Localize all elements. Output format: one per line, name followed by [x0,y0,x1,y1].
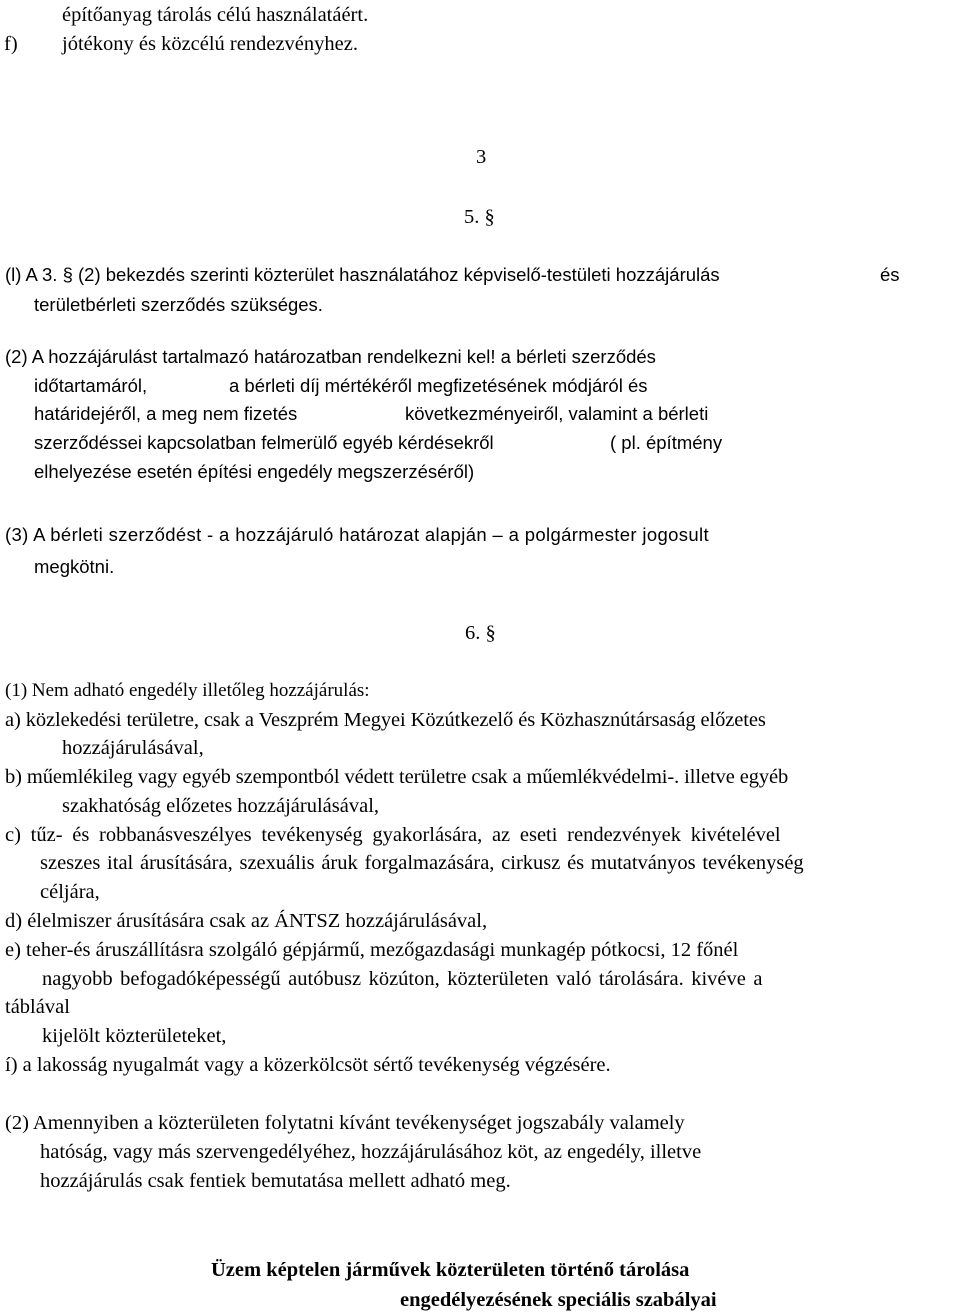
text-line: jótékony és közcélú rendezvényhez. [62,33,358,55]
paragraph-line: hatóság, vagy más szervengedélyéhez, hozzájárulásához köt, az engedély, illetve [40,1141,702,1163]
paragraph-line: és [880,264,900,285]
list-item-i: í) a lakosság nyugalmát vagy a közerkölcsöt sértő tevékenység végzésére. [5,1054,611,1076]
paragraph-line: (2) Amennyiben a közterületen folytatni kívánt tevékenységet jogszabály valamely [5,1112,685,1134]
text-line: építőanyag tárolás célú használatáért. [62,4,369,26]
paragraph-line: a bérleti díj mértékéről megfizetésének módjáról és [229,375,648,396]
paragraph-line: területbérleti szerződés szükséges. [34,294,323,315]
section-heading: 6. § [465,622,496,644]
list-item-e-cont: táblával [5,996,70,1018]
list-item-a-cont: hozzájárulásával, [62,737,204,759]
list-item-a: a) közlekedési területre, csak a Veszprém Megyei Közútkezelő és Közhasznútársaság előzetes [5,709,766,731]
list-item-b: b) műemlékileg vagy egyéb szempontból védett területre csak a műemlékvédelmi-. illetve egyéb [5,766,789,788]
section-heading: 5. § [464,206,495,228]
list-label: f) [4,33,18,55]
paragraph-line: következményeiről, valamint a bérleti [405,403,709,424]
list-item-c-cont: szeszes ital árusítására, szexuális áruk forgalmazására, cirkusz és mutatványos tevékenység [40,852,804,874]
closing-title-line: Üzem képtelen járművek közterületen történő tárolása [211,1259,690,1281]
paragraph-line: (1) Nem adható engedély illetőleg hozzájárulás: [5,680,370,701]
paragraph-line: határidejéről, a meg nem fizetés [34,403,298,424]
paragraph-line: elhelyezése esetén építési engedély megszerzéséről) [34,461,475,482]
paragraph-line: hozzájárulás csak fentiek bemutatása mellett adható meg. [40,1170,511,1192]
list-item-e-cont: kijelölt közterületeket, [42,1025,227,1047]
paragraph-line [5,526,850,545]
page-number: 3 [476,146,487,168]
paragraph-line: (2) A hozzájárulást tartalmazó határozatban rendelkezni kel! a bérleti szerződés [5,346,656,367]
closing-title-line: engedélyezésének speciális szabályai [400,1289,717,1311]
list-item-b-cont: szakhatóság előzetes hozzájárulásával, [62,795,380,817]
paragraph-line: időtartamáról, [34,375,148,396]
paragraph-line: szerződéssei kapcsolatban felmerülő egyéb kérdésekről [34,432,494,453]
paragraph-line: ( pl. építmény [610,432,723,453]
list-item-e: e) teher-és áruszállításra szolgáló gépjármű, mezőgazdasági munkagép pótkocsi, 12 főnél [5,939,739,961]
list-item-c: c) tűz- és robbanásveszélyes tevékenység gyakorlására, az eseti rendezvények kivételével [5,824,781,846]
list-item-e-cont: nagyobb befogadóképességű autóbusz közúton, közterületen való tárolására. kivéve a [42,968,763,990]
paragraph-line: megkötni. [34,556,115,577]
list-item-c-cont: céljára, [40,881,100,903]
justified-text: (3) A bérleti szerződést - a hozzájáruló határozat alapján – a polgármester jogosult [5,524,709,545]
list-item-d: d) élelmiszer árusítására csak az ÁNTSZ hozzájárulásával, [5,910,488,932]
paragraph-line: (l) A 3. § (2) bekezdés szerinti közterület használatához képviselő-testületi hozzájárulás [5,264,720,285]
